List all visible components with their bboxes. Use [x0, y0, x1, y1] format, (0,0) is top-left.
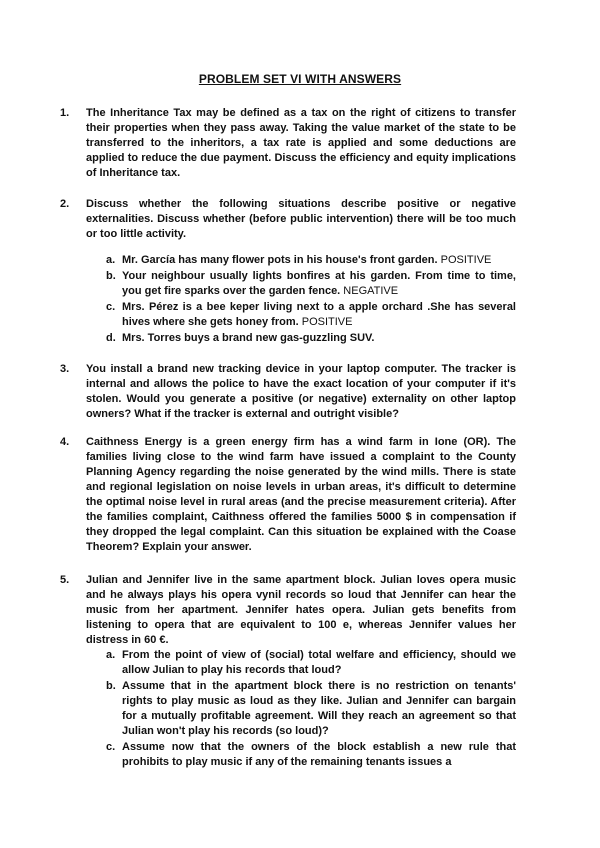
question-text: Discuss whether the following situations describe positive or negative externalities. Discuss whether (before public intervention) there will be too much or too little activity. [86, 198, 516, 240]
subitem-letter: a. [106, 254, 116, 266]
subitem-text: Assume now that the owners of the block establish a new rule that prohibits to play music if any of the remaining tenants issues a [122, 741, 516, 768]
subitem-text: Your neighbour usually lights bonfires at his garden. From time to time, you get fire sparks over the garden fence. [122, 270, 516, 297]
list-item [86, 648, 516, 678]
subitem-text: Assume that in the apartment block there is no restriction on tenants' rights to play music as loud as they like. Julian and Jennifer can bargain for a mutually profitable agreement. Will they reach an agreement so that Julian won't play his records (so loud)? [122, 680, 516, 737]
answer-label: NEGATIVE [343, 285, 399, 297]
list-item [86, 331, 516, 346]
question-2 [60, 197, 516, 347]
question-number: 1. [60, 107, 70, 119]
question-number: 5. [60, 574, 70, 586]
list-item [86, 300, 516, 330]
list-item [86, 679, 516, 739]
subitem-letter: c. [106, 741, 116, 753]
subitem-list [86, 648, 516, 770]
list-item [86, 253, 516, 268]
question-3 [60, 362, 516, 422]
question-1 [60, 106, 516, 181]
subitem-text: Mr. García has many flower pots in his house's front garden. [122, 254, 441, 266]
question-text: You install a brand new tracking device in your laptop computer. The tracker is internal and allows the police to have the exact location of your computer if it's stolen. Would you generate a positive (or negative) externality on other laptop owners? What if the tracker is external and outright visible? [86, 363, 516, 420]
question-text: Julian and Jennifer live in the same apartment block. Julian loves opera music and he always plays his opera vynil records so loud that Jennifer can hear the music from her apartment. Jennifer hates opera. Julian gets benefits from listening to opera that are equivalent to 100 e, whereas Jennifer values her distress in 60 €. [86, 574, 516, 646]
answer-label: POSITIVE [301, 316, 353, 328]
list-item [86, 269, 516, 299]
question-5 [60, 573, 516, 771]
question-number: 3. [60, 363, 70, 375]
subitem-text: Mrs. Torres buys a brand new gas-guzzling SUV. [122, 332, 375, 344]
subitem-letter: b. [106, 680, 116, 692]
question-4 [60, 435, 516, 555]
answer-label: POSITIVE [440, 254, 492, 266]
subitem-list [86, 253, 516, 346]
subitem-letter: d. [106, 332, 116, 344]
subitem-letter: b. [106, 270, 116, 282]
question-text: The Inheritance Tax may be defined as a tax on the right of citizens to transfer their properties when they pass away. Taking the value market of the state to be transferred to the inheritors, a tax rate is applied and some deductions are applied to reduce the due payment. Discuss the efficiency and equity implications of Inheritance tax. [86, 107, 516, 179]
subitem-letter: c. [106, 301, 116, 313]
question-text: Caithness Energy is a green energy firm has a wind farm in Ione (OR). The families living close to the wind farm have issued a complaint to the County Planning Agency regarding the noise generated by the wind mills. There is state and regional legislation on noise levels in urban areas, it's difficult to determine the optimal noise level in rural areas (and the precise measurement criteria). After the families complaint, Caithness offered the families 5000 $ in compensation if they dropped the legal complaint. Can this situation be explained with the Coase Theorem? Explain your answer. [86, 436, 516, 553]
subitem-text: Mrs. Pérez is a bee keper living next to a apple orchard .She has several hives where she gets honey from. [122, 301, 516, 328]
subitem-text: From the point of view of (social) total welfare and efficiency, should we allow Julian to play his records that loud? [122, 649, 516, 676]
question-number: 2. [60, 198, 70, 210]
page-title: PROBLEM SET VI WITH ANSWERS [198, 72, 402, 86]
subitem-letter: a. [106, 649, 116, 661]
list-item [86, 740, 516, 770]
question-number: 4. [60, 436, 70, 448]
